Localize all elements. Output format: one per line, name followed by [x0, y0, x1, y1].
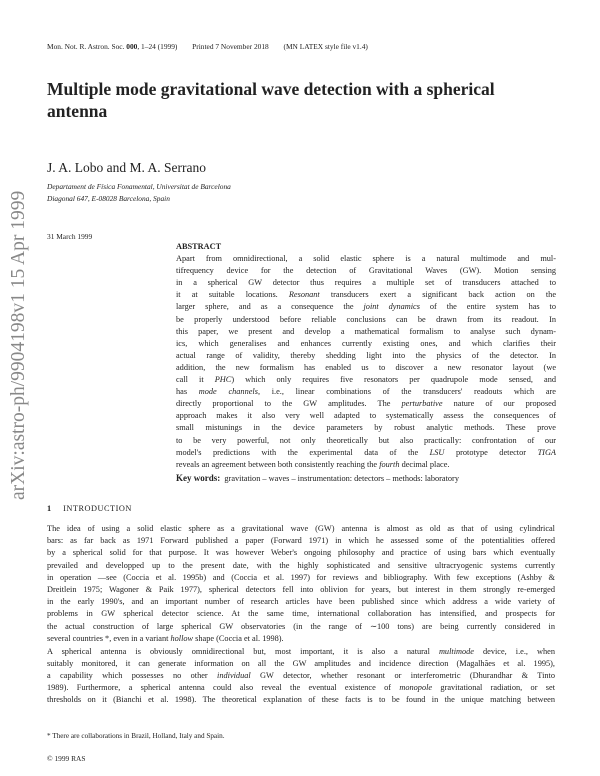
text-line	[47, 523, 555, 535]
emphasis: individual	[217, 670, 251, 680]
abstract-heading: ABSTRACT	[176, 242, 222, 251]
text-run: tifrequency device for the detection of Gravitational Waves (GW). Motion sensing	[176, 266, 556, 276]
emphasis: LSU	[429, 447, 445, 457]
text-line	[176, 301, 556, 313]
text-line	[176, 253, 556, 265]
running-header	[47, 42, 368, 51]
emphasis: hollow	[170, 633, 194, 643]
text-line	[176, 398, 556, 410]
text-run: device, i.e., when	[473, 646, 555, 656]
section-number: 1	[47, 504, 52, 513]
text-run: reveals an agreement between both consistently reaching the	[176, 459, 380, 469]
text-run: directly proportional to the GW amplitudes. The	[176, 399, 402, 409]
text-run: 1989). Furthermore, a spherical antenna could also reveal the eventual existence of	[47, 683, 400, 693]
emphasis: mode channels	[198, 387, 258, 397]
footnote: * There are collaborations in Brazil, Holland, Italy and Spain.	[47, 732, 225, 740]
text-run: thresholds on it (Bianchi et al. 1998). The theoretical explanation of these facts is to be found in the unique matching between	[47, 695, 555, 705]
text-run: addition, the new formalism has enabled us to discover a new resonator layout (we	[176, 362, 556, 372]
text-line	[176, 265, 556, 277]
text-run: several countries *, even in a variant	[47, 633, 171, 643]
text-run: larger sphere, and as a consequence the	[176, 302, 364, 312]
text-line	[47, 658, 555, 670]
text-run: nature of our proposed	[442, 399, 556, 409]
text-line	[47, 535, 555, 547]
text-line	[176, 350, 556, 362]
emphasis: fourth	[379, 459, 400, 469]
text-run: prevailed and developped up to the present date, with the highly sophisticated and sensitive ultracryogenic systems currently	[47, 560, 555, 570]
keywords	[176, 473, 459, 483]
text-run: GW detector, whether resonant or interferometric (Dhurandhar & Tinto	[250, 670, 555, 680]
text-line	[176, 374, 556, 386]
text-run: model's predictions with the experimental data of the	[176, 447, 430, 457]
keywords-text: gravitation – waves – instrumentation: detectors – methods: laboratory	[224, 474, 459, 483]
text-line	[47, 694, 555, 706]
emphasis: Resonant	[288, 290, 320, 300]
section-heading	[47, 504, 144, 513]
emphasis: PHC	[214, 375, 232, 384]
text-line	[176, 435, 556, 447]
volume: 000	[126, 42, 138, 51]
text-run: transducers exert a significant back action on the	[319, 290, 557, 300]
text-line	[47, 547, 555, 559]
text-run: call it	[176, 375, 215, 384]
emphasis: monopole	[399, 683, 433, 693]
copyright: © 1999 RAS	[47, 754, 86, 763]
text-run: actual range of validity, thereby shedding light into the physics of the detector. In	[176, 350, 556, 360]
text-line	[176, 362, 556, 374]
style-file: (MN LATEX style file v1.4)	[283, 42, 368, 51]
text-line	[176, 447, 556, 459]
text-line	[47, 572, 555, 584]
emphasis: joint dynamics	[363, 302, 420, 312]
text-run: problems in GW spherical detector science. At the same time, international collaboration has intensified, and prospects for	[47, 609, 555, 619]
text-line	[47, 621, 555, 633]
text-run: small mistunings in the device parameters by robust analytic methods. These prove	[176, 423, 556, 433]
text-run: Dreitlein 1975; Wagoner & Paik 1977), spherical detectors fell into oblivion for years, but interest in them strongly re-emerged	[47, 585, 555, 594]
authors: J. A. Lobo and M. A. Serrano	[47, 160, 206, 175]
text-run: , i.e., linear combinations of the transducers' readouts which are	[257, 387, 556, 397]
affiliation-line: Diagonal 647, E-08028 Barcelona, Spain	[47, 194, 170, 203]
text-run: to be very powerful, not only theoretically but also practically: confrontation of our	[176, 435, 556, 445]
emphasis: multimode	[438, 646, 474, 656]
text-run: The idea of using a solid elastic sphere as a gravitational wave (GW) antenna is almost as old as that of using cylindrical	[47, 524, 555, 533]
text-run: ) which only requires five resonators per quadrupole mode sensed, and	[231, 375, 556, 384]
affiliation-line: Departament de Física Fonamental, Universitat de Barcelona	[47, 182, 231, 191]
text-run: in the early 1990's, and an important number of research articles have been published since which address a wide variety of	[47, 597, 555, 607]
pages: , 1–24 (1999)	[137, 42, 178, 51]
text-line	[176, 386, 556, 398]
text-run: by a spherical solid for that purpose. It was however Weber's ongoing philosophy and practice of using bars which eventually	[47, 548, 555, 558]
text-line	[176, 289, 556, 301]
text-run: decimal place.	[399, 459, 450, 469]
text-line	[176, 410, 556, 422]
text-run: Apart from omnidirectional, a solid elastic sphere is a natural multimode and mul-	[176, 254, 556, 263]
text-run: A spherical antenna is obviously omnidirectional but, most important, it is also a natural	[47, 646, 439, 656]
text-line	[176, 459, 556, 471]
text-line	[47, 560, 555, 572]
text-run: shape (Coccia et al. 1998).	[193, 633, 284, 643]
text-line	[47, 670, 555, 682]
text-line	[47, 633, 555, 645]
text-run: the actual construction of large spherical GW observatories (in the range of ∼100 tons) are being currently considered in	[47, 621, 555, 631]
emphasis: TIGA	[537, 447, 556, 457]
text-run: bars: as far back as 1971 Forward published a paper (Forward 1971) in which he assessed some of the potentialities offered	[47, 536, 555, 546]
journal-name: Mon. Not. R. Astron. Soc.	[47, 42, 127, 51]
keywords-label: Key words:	[176, 473, 221, 483]
text-line	[176, 338, 556, 350]
arxiv-stamp[interactable]: arXiv:astro-ph/9904198v1 15 Apr 1999	[8, 190, 29, 500]
text-run: a capability which possesses no other	[47, 670, 218, 680]
text-line	[176, 326, 556, 338]
text-line	[47, 584, 555, 596]
text-run: in a spherical GW detector thus requires a multiple set of transducers attached to	[176, 278, 556, 288]
text-line	[176, 277, 556, 289]
printed-date: Printed 7 November 2018	[192, 42, 269, 51]
section-title: INTRODUCTION	[63, 504, 132, 513]
text-line	[47, 596, 555, 608]
text-run: has	[176, 387, 199, 397]
text-run: it at suitable locations.	[176, 290, 289, 300]
text-line	[47, 608, 555, 620]
text-run: be properly understood before reliable conclusions can be drawn from its readout. In	[176, 314, 556, 324]
text-line	[47, 682, 555, 694]
text-run: approach makes it also very well adapted to systematically assess the consequences of	[176, 411, 556, 421]
text-run: gravitational radiation, or set	[432, 683, 556, 693]
emphasis: perturbative	[401, 399, 443, 409]
text-line	[176, 422, 556, 434]
paper-title: Multiple mode gravitational wave detection with a spherical antenna	[47, 79, 495, 121]
text-line	[47, 646, 555, 658]
text-run: prototype detector	[444, 447, 538, 457]
text-run: of the entire system has to	[419, 302, 556, 312]
text-line	[176, 314, 556, 326]
text-run: in operation —see (Coccia et al. 1995b) and (Coccia et al. 1997) for reviews and bibliography. With few exceptions (Ashby &	[47, 572, 555, 582]
received-date: 31 March 1999	[47, 232, 93, 241]
text-run: ics, which generalises and enhances currently existing ones, and which clarifies their	[176, 338, 556, 348]
text-run: suitably monitored, it can generate information on all the GW amplitudes and incidence direction (Magalhães et al. 1995),	[47, 658, 555, 668]
text-run: this paper, we present and develop a mathematical formalism to analyse such dynam-	[176, 326, 556, 336]
